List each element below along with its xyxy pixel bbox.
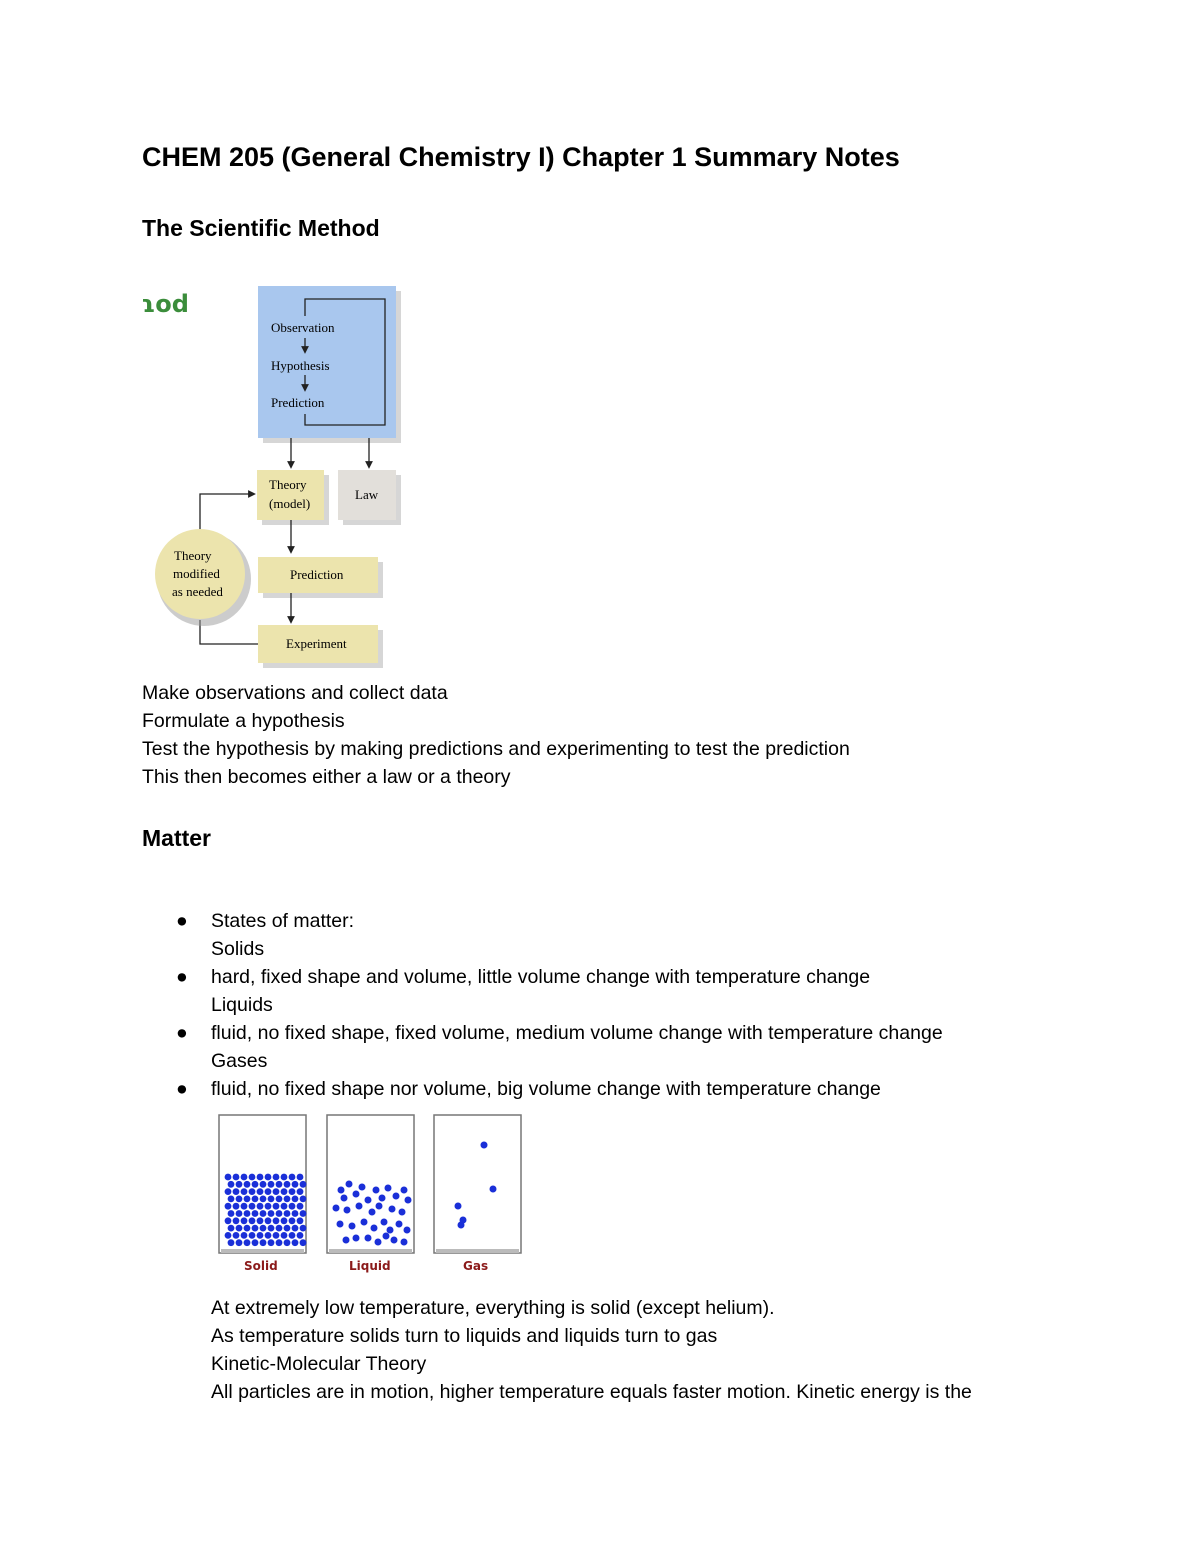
liquid-label: Liquid — [349, 1259, 391, 1273]
particle — [249, 1174, 256, 1181]
particle — [381, 1219, 388, 1226]
particle — [228, 1239, 235, 1246]
modified-label-2: modified — [173, 566, 220, 581]
particle — [225, 1188, 232, 1195]
particle — [401, 1239, 408, 1246]
particle — [481, 1142, 488, 1149]
particle — [273, 1217, 280, 1224]
list-item: ● hard, fixed shape and volume, little volume change with temperature change — [176, 963, 943, 991]
particle — [297, 1232, 304, 1239]
particle — [276, 1239, 283, 1246]
list-item: Solids — [211, 938, 265, 960]
particle — [252, 1239, 259, 1246]
particle — [373, 1187, 380, 1194]
particle — [458, 1222, 465, 1229]
particle — [297, 1203, 304, 1210]
particle — [284, 1225, 291, 1232]
kinetic-theory-text — [211, 1294, 972, 1406]
particle — [281, 1188, 288, 1195]
particle — [252, 1181, 259, 1188]
particle — [252, 1210, 259, 1217]
particle — [297, 1174, 304, 1181]
particle — [490, 1186, 497, 1193]
particle — [371, 1225, 378, 1232]
modified-label-3: as needed — [172, 584, 223, 599]
particle — [249, 1217, 256, 1224]
law-label: Law — [355, 487, 379, 502]
particle — [359, 1184, 366, 1191]
particle — [225, 1203, 232, 1210]
particle — [249, 1203, 256, 1210]
text-line: This then becomes either a law or a theory — [142, 766, 511, 788]
bullet-icon: ● — [176, 1022, 188, 1044]
particle — [260, 1239, 267, 1246]
particle — [292, 1196, 299, 1203]
particle — [281, 1203, 288, 1210]
particle — [353, 1191, 360, 1198]
particle — [297, 1217, 304, 1224]
particle — [338, 1187, 345, 1194]
text-line: Kinetic-Molecular Theory — [211, 1353, 427, 1375]
particle — [276, 1225, 283, 1232]
particle — [268, 1196, 275, 1203]
modified-label-1: Theory — [174, 548, 212, 563]
particle — [292, 1181, 299, 1188]
particle — [228, 1181, 235, 1188]
particle — [455, 1203, 462, 1210]
particle — [257, 1203, 264, 1210]
particle — [265, 1188, 272, 1195]
particle — [333, 1205, 340, 1212]
particle — [244, 1210, 251, 1217]
particle — [276, 1181, 283, 1188]
particle — [257, 1188, 264, 1195]
particle — [228, 1196, 235, 1203]
particle — [273, 1232, 280, 1239]
list-item: ● fluid, no fixed shape, fixed volume, medium volume change with temperature change — [176, 1019, 943, 1047]
particle — [375, 1239, 382, 1246]
states-of-matter-list — [176, 907, 943, 1103]
cropped-text-fragment: ɿod — [141, 290, 189, 318]
particle — [404, 1227, 411, 1234]
particle — [383, 1233, 390, 1240]
particle — [387, 1227, 394, 1234]
particle — [385, 1185, 392, 1192]
step-hypothesis: Hypothesis — [271, 358, 330, 373]
particle — [236, 1196, 243, 1203]
particle — [376, 1203, 383, 1210]
scientific-method-diagram — [140, 280, 410, 675]
particle — [361, 1219, 368, 1226]
particle — [405, 1197, 412, 1204]
particle — [356, 1203, 363, 1210]
particle — [268, 1181, 275, 1188]
theory-label-2: (model) — [269, 496, 311, 511]
particle — [265, 1232, 272, 1239]
particle — [399, 1209, 406, 1216]
list-item: ● fluid, no fixed shape nor volume, big volume change with temperature change — [176, 1075, 943, 1103]
particle — [236, 1239, 243, 1246]
particle — [244, 1196, 251, 1203]
section-heading-scientific-method: The Scientific Method — [142, 215, 380, 241]
particle — [292, 1239, 299, 1246]
particle — [260, 1196, 267, 1203]
particle — [268, 1210, 275, 1217]
particle — [379, 1195, 386, 1202]
bullet-icon: ● — [176, 966, 188, 988]
particle — [365, 1235, 372, 1242]
particle — [289, 1232, 296, 1239]
particle — [273, 1203, 280, 1210]
particle — [289, 1188, 296, 1195]
particle — [265, 1174, 272, 1181]
particle — [236, 1210, 243, 1217]
gas-label: Gas — [463, 1259, 489, 1273]
particle — [300, 1239, 307, 1246]
particle — [244, 1181, 251, 1188]
text-line: As temperature solids turn to liquids and liquids turn to gas — [211, 1325, 718, 1347]
particle — [260, 1210, 267, 1217]
particle — [276, 1196, 283, 1203]
particle — [225, 1174, 232, 1181]
particle — [249, 1188, 256, 1195]
text-line: Test the hypothesis by making predictions and experimenting to test the prediction — [142, 738, 850, 760]
particle — [241, 1174, 248, 1181]
list-item: Gases — [211, 1050, 268, 1072]
particle — [225, 1217, 232, 1224]
particle — [257, 1174, 264, 1181]
particle — [393, 1193, 400, 1200]
section-heading-matter: Matter — [142, 825, 212, 851]
particle — [257, 1217, 264, 1224]
particle — [337, 1221, 344, 1228]
page-title: CHEM 205 (General Chemistry I) Chapter 1 Summary Notes — [142, 142, 900, 172]
particle — [284, 1196, 291, 1203]
particle — [273, 1174, 280, 1181]
text-line: At extremely low temperature, everything is solid (except helium). — [211, 1297, 775, 1319]
list-item: Liquids — [211, 994, 273, 1016]
particle — [236, 1225, 243, 1232]
particle — [241, 1217, 248, 1224]
particle — [276, 1210, 283, 1217]
particle — [241, 1203, 248, 1210]
text-line: Make observations and collect data — [142, 682, 448, 704]
particle — [292, 1210, 299, 1217]
solid-label: Solid — [244, 1259, 278, 1273]
particle — [265, 1203, 272, 1210]
particle — [233, 1232, 240, 1239]
particle — [365, 1197, 372, 1204]
particle — [273, 1188, 280, 1195]
gas-container — [434, 1115, 521, 1253]
scientific-method-steps — [142, 679, 850, 791]
particle — [300, 1181, 307, 1188]
prediction-label: Prediction — [290, 567, 344, 582]
particle — [252, 1196, 259, 1203]
experiment-label: Experiment — [286, 636, 347, 651]
particle — [292, 1225, 299, 1232]
particle — [233, 1203, 240, 1210]
particle — [281, 1174, 288, 1181]
states-of-matter-figure — [216, 1112, 526, 1277]
particle — [353, 1235, 360, 1242]
text-line: All particles are in motion, higher temperature equals faster motion. Kinetic energy is the — [211, 1381, 972, 1403]
particle — [228, 1210, 235, 1217]
particle — [265, 1217, 272, 1224]
particle — [289, 1217, 296, 1224]
particle — [241, 1232, 248, 1239]
bullet-icon: ● — [176, 910, 188, 932]
particle — [249, 1232, 256, 1239]
list-item: ● States of matter: — [176, 907, 943, 935]
step-observation: Observation — [271, 320, 335, 335]
particle — [344, 1207, 351, 1214]
step-prediction: Prediction — [271, 395, 325, 410]
particle — [244, 1225, 251, 1232]
particle — [300, 1210, 307, 1217]
particle — [225, 1232, 232, 1239]
particle — [268, 1225, 275, 1232]
particle — [244, 1239, 251, 1246]
particle — [341, 1195, 348, 1202]
particle — [241, 1188, 248, 1195]
particle — [346, 1181, 353, 1188]
particle — [297, 1188, 304, 1195]
particle — [281, 1232, 288, 1239]
particle — [268, 1239, 275, 1246]
liquid-container — [327, 1115, 414, 1253]
particle — [257, 1232, 264, 1239]
particle — [369, 1209, 376, 1216]
particle — [252, 1225, 259, 1232]
particle — [233, 1217, 240, 1224]
particle — [300, 1225, 307, 1232]
particle — [289, 1174, 296, 1181]
particle — [289, 1203, 296, 1210]
particle — [228, 1225, 235, 1232]
particle — [284, 1239, 291, 1246]
particle — [236, 1181, 243, 1188]
theory-label-1: Theory — [269, 477, 307, 492]
particle — [396, 1221, 403, 1228]
particle — [260, 1181, 267, 1188]
text-line: Formulate a hypothesis — [142, 710, 345, 732]
particle — [389, 1206, 396, 1213]
particle — [349, 1223, 356, 1230]
particle — [233, 1188, 240, 1195]
particle — [401, 1187, 408, 1194]
particle — [284, 1210, 291, 1217]
particle — [281, 1217, 288, 1224]
particle — [284, 1181, 291, 1188]
particle — [300, 1196, 307, 1203]
particle — [343, 1237, 350, 1244]
particle — [233, 1174, 240, 1181]
particle — [391, 1237, 398, 1244]
bullet-icon: ● — [176, 1078, 188, 1100]
particle — [260, 1225, 267, 1232]
